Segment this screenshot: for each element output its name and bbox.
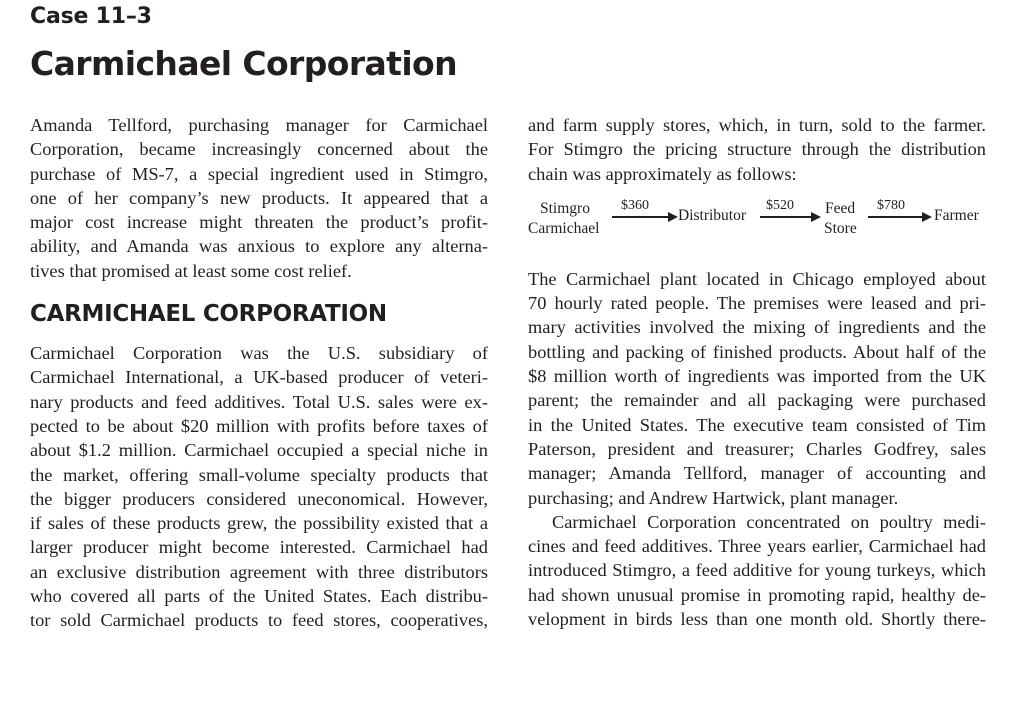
text-line: major cost increase might threaten the product’s profit- xyxy=(30,212,488,233)
flow-arrow-2 xyxy=(760,216,812,218)
text-line: Paterson, president and treasurer; Charles Godfrey, sales xyxy=(528,438,986,459)
text-line: purchasing; and Andrew Hartwick, plant manager. xyxy=(528,487,899,508)
text-line: $8 million worth of ingredients was imported from the UK xyxy=(528,366,986,387)
right-column xyxy=(528,113,986,631)
text-line: mary activities involved the mixing of ingredients and the xyxy=(528,317,986,338)
case-title: Carmichael Corporation xyxy=(30,44,458,83)
text-line: parent; the remainder and all packaging were purchased xyxy=(528,390,986,411)
text-line: chain was approximately as follows: xyxy=(528,163,797,184)
text-line: ability, and Amanda was anxious to explore any alterna- xyxy=(30,236,488,257)
stimgro-paragraph xyxy=(528,510,986,631)
text-line: introduced Stimgro, a feed additive for young turkeys, which xyxy=(528,560,986,581)
flow-arrow-3 xyxy=(868,216,923,218)
text-line: pected to be about $20 million with profits before taxes of xyxy=(30,415,488,436)
flow-source-company: Carmichael xyxy=(528,219,600,237)
text-line: larger producer might become interested. Carmichael had xyxy=(30,537,488,558)
flow-node-store: Store xyxy=(824,219,857,237)
text-line: For Stimgro the pricing structure through the distribution xyxy=(528,139,986,160)
section-heading: CARMICHAEL CORPORATION xyxy=(30,301,387,328)
text-line: Carmichael International, a UK-based producer of veteri- xyxy=(30,367,488,388)
text-line: tor sold Carmichael products to feed stores, cooperatives, xyxy=(30,610,488,631)
text-line: purchase of MS-7, a special ingredient used in Stimgro, xyxy=(30,163,488,184)
flow-node-farmer: Farmer xyxy=(934,206,979,224)
text-line: nary products and feed additives. Total U.S. sales were ex- xyxy=(30,391,488,412)
text-line: who covered all parts of the United States. Each distribu- xyxy=(30,586,488,607)
pricing-flow-diagram xyxy=(528,197,986,245)
text-line: Carmichael Corporation was the U.S. subsidiary of xyxy=(30,343,488,364)
text-line: Amanda Tellford, purchasing manager for Carmichael xyxy=(30,115,488,135)
flow-price-3: $780 xyxy=(877,197,905,213)
text-line: had shown unusual promise in promoting rapid, healthy de- xyxy=(528,584,986,605)
flow-price-2: $520 xyxy=(766,197,794,213)
flow-source-product: Stimgro xyxy=(540,199,590,217)
text-line: about $1.2 million. Carmichael occupied a special niche in xyxy=(30,440,488,461)
text-line: manager; Amanda Tellford, manager of accounting and xyxy=(528,463,986,484)
text-line: cines and feed additives. Three years earlier, Carmichael had xyxy=(528,536,986,557)
left-column xyxy=(30,113,488,633)
flow-arrow-1 xyxy=(612,216,669,218)
flow-price-1: $360 xyxy=(621,197,649,213)
text-line: in the United States. The executive team consisted of Tim xyxy=(528,414,986,435)
text-line: an exclusive distribution agreement with three distributors xyxy=(30,561,488,582)
plant-paragraph xyxy=(528,267,986,510)
text-line: Corporation, became increasingly concerned about the xyxy=(30,139,488,160)
text-line: 70 hourly rated people. The premises were leased and pri- xyxy=(528,293,986,314)
text-line: one of her company’s new products. It appeared that a xyxy=(30,187,488,208)
text-line: tives that promised at least some cost relief. xyxy=(30,260,352,281)
company-paragraph xyxy=(30,341,488,633)
text-line: bottling and packing of finished products. About half of the xyxy=(528,341,986,362)
text-line: Carmichael Corporation concentrated on poultry medi- xyxy=(552,511,986,532)
text-line: The Carmichael plant located in Chicago employed about xyxy=(528,268,986,289)
flow-node-distributor: Distributor xyxy=(678,206,747,224)
text-line: the market, offering small-volume specialty products that xyxy=(30,464,488,485)
flow-node-feed: Feed xyxy=(825,199,856,217)
distribution-paragraph xyxy=(528,113,986,186)
text-line: and farm supply stores, which, in turn, sold to the farmer. xyxy=(528,115,986,135)
text-line: velopment in birds less than one month old. Shortly there- xyxy=(528,609,986,630)
text-line: if sales of these products grew, the possibility existed that a xyxy=(30,513,488,534)
intro-paragraph xyxy=(30,113,488,283)
case-label: Case 11–3 xyxy=(30,4,152,29)
text-line: the bigger producers considered uneconomical. However, xyxy=(30,488,488,509)
